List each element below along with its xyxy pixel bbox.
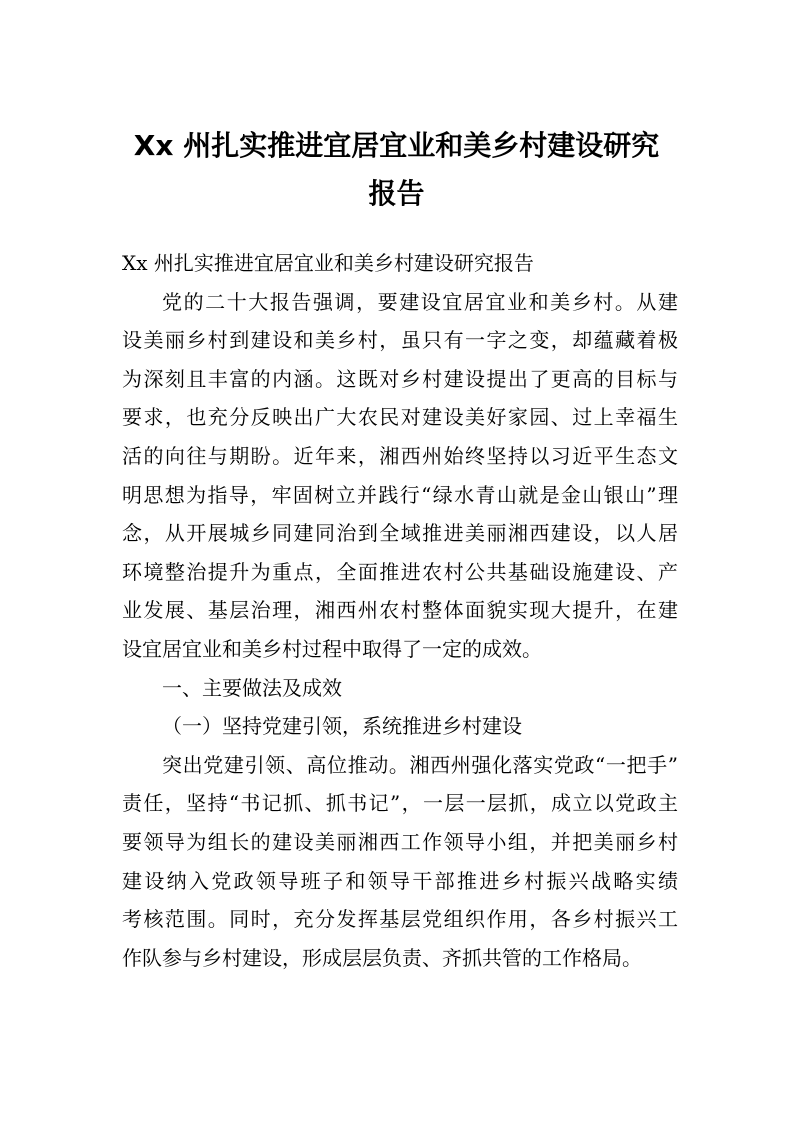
paragraph-line: 要求，也充分反映出广大农民对建设美好家园、过上幸福生 — [122, 405, 678, 430]
document-title-line-1: Xx 州扎实推进宜居宜业和美乡村建设研究 — [133, 129, 660, 162]
document-body — [122, 244, 678, 977]
paragraph-line: 设宜居宜业和美乡村过程中取得了一定的成效。 — [122, 636, 542, 661]
document-title — [100, 122, 693, 218]
paragraph-line: 突出党建引领、高位推动。湘西州强化落实党政“一把手” — [162, 752, 678, 777]
paragraph-line: 建设纳入党政领导班子和领导干部推进乡村振兴战略实绩 — [122, 868, 678, 893]
paragraph-line: 为深刻且丰富的内涵。这既对乡村建设提出了更高的目标与 — [122, 366, 678, 391]
paragraph-line: 党的二十大报告强调，要建设宜居宜业和美乡村。从建 — [162, 289, 678, 314]
paragraph-line: 设美丽乡村到建设和美乡村，虽只有一字之变，却蕴藏着极 — [122, 328, 678, 353]
section-heading-sub: （一）坚持党建引领，系统推进乡村建设 — [162, 714, 522, 739]
paragraph-intro — [122, 283, 678, 669]
paragraph-party-leadership — [122, 746, 678, 978]
document-title-line-2: 报告 — [368, 177, 425, 210]
paragraph-line: 念，从开展城乡同建同治到全域推进美丽湘西建设，以人居 — [122, 521, 678, 546]
paragraph-line: 考核范围。同时，充分发挥基层党组织作用，各乡村振兴工 — [122, 907, 678, 932]
paragraph-line: 作队参与乡村建设，形成层层负责、齐抓共管的工作格局。 — [122, 945, 642, 970]
paragraph-line: 要领导为组长的建设美丽湘西工作领导小组，并把美丽乡村 — [122, 829, 678, 854]
section-heading-main: 一、主要做法及成效 — [162, 675, 342, 700]
paragraph-line: 责任，坚持“书记抓、抓书记”，一层一层抓，成立以党政主 — [122, 791, 678, 816]
paragraph-line: 活的向往与期盼。近年来，湘西州始终坚持以习近平生态文 — [122, 443, 678, 468]
paragraph-line: 环境整治提升为重点，全面推进农村公共基础设施建设、产 — [122, 559, 678, 584]
paragraph-line: 明思想为指导，牢固树立并践行“绿水青山就是金山银山”理 — [122, 482, 678, 507]
paragraph-line: 业发展、基层治理，湘西州农村整体面貌实现大提升，在建 — [122, 598, 678, 623]
document-subtitle: Xx 州扎实推进宜居宜业和美乡村建设研究报告 — [122, 251, 534, 275]
